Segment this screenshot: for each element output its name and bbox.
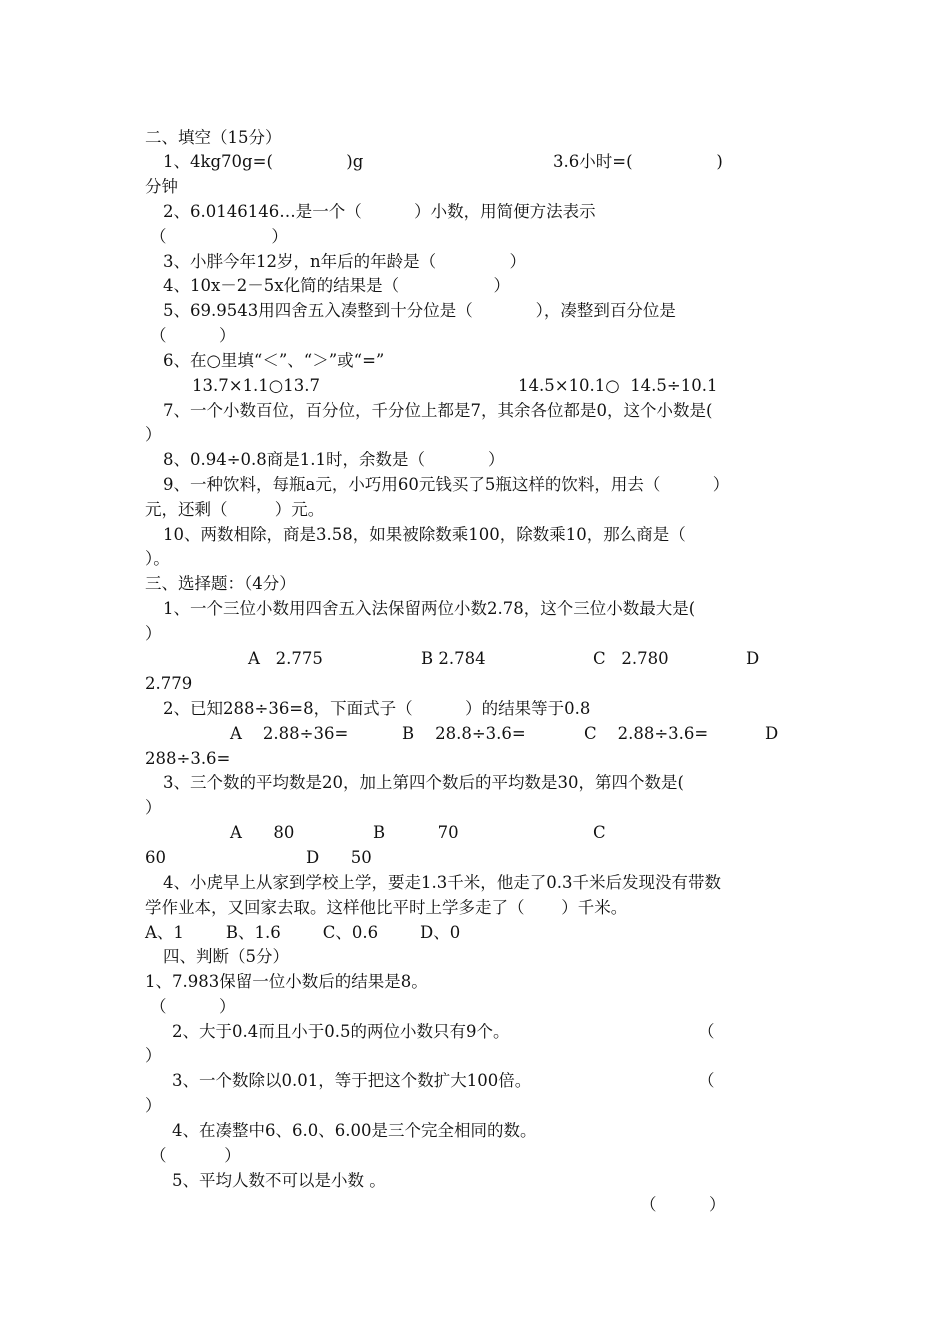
judge-question-3-answer-open: （ [698,1071,715,1090]
question-3: 3、小胖今年12岁，n年后的年龄是（ ） [163,252,527,271]
choice-3-option-c-value: 60 [145,848,166,867]
choice-3-option-b: B 70 [373,823,459,842]
question-2-answer: （ ） [150,227,288,246]
choice-4-options: A、1 B、1.6 C、0.6 D、0 [145,923,461,942]
choice-question-4-continued: 学作业本，又回家去取。这样他比平时上学多走了（ ）千米。 [145,898,628,917]
question-1-part-b: 3.6小时=( ) [553,152,723,171]
question-6: 6、在○里填“＜”、“＞”或“=” [163,351,385,370]
question-1-part-a: 1、4kg70g=( )g [163,152,364,171]
judge-question-2-answer-open: （ [698,1022,715,1041]
judge-question-1-answer: （ ） [150,997,236,1016]
choice-1-option-a: A 2.775 [248,649,323,668]
question-9-continued: 元，还剩（ ）元。 [145,500,325,519]
question-5-answer: （ ） [150,326,236,345]
choice-question-3: 3、三个数的平均数是20，加上第四个数后的平均数是30，第四个数是( [163,773,684,792]
question-8: 8、0.94÷0.8商是1.1时，余数是（ ） [163,450,505,469]
question-10-close: ）。 [145,549,170,568]
choice-3-option-a: A 80 [230,823,295,842]
choice-2-option-b: B 28.8÷3.6= [402,724,526,743]
question-6-compare-b: 14.5×10.1○ 14.5÷10.1 [518,376,718,395]
choice-question-1-close: ） [145,624,162,643]
judge-question-3: 3、一个数除以0.01，等于把这个数扩大100倍。 [172,1071,532,1090]
choice-2-option-d-value: 288÷3.6= [145,749,231,768]
choice-3-option-c: C [593,823,606,842]
judge-question-5-answer: （ ） [640,1195,726,1214]
choice-2-option-c: C 2.88÷3.6= [584,724,709,743]
question-2: 2、6.0146146…是一个（ ）小数，用简便方法表示 [163,202,596,221]
judge-question-4-answer: （ ） [150,1146,241,1165]
choice-1-option-d-value: 2.779 [145,674,193,693]
choice-1-option-c: C 2.780 [593,649,669,668]
judge-question-5: 5、平均人数不可以是小数 。 [172,1171,386,1190]
question-9: 9、一种饮料，每瓶a元，小巧用60元钱买了5瓶这样的饮料，用去（ ） [163,475,730,494]
question-7-close: ） [145,425,162,444]
choice-question-3-close: ） [145,798,162,817]
choice-3-option-d: D 50 [306,848,372,867]
section-fill-blank-heading: 二、填空（15分） [145,128,282,147]
section-judge-heading: 四、判断（5分） [163,947,289,966]
choice-question-1: 1、一个三位小数用四舍五入法保留两位小数2.78，这个三位小数最大是( [163,599,696,618]
choice-question-2: 2、已知288÷36=8，下面式子（ ）的结果等于0.8 [163,699,591,718]
choice-1-option-d: D [746,649,760,668]
choice-2-option-d: D [765,724,779,743]
question-7: 7、一个小数百位，百分位，千分位上都是7，其余各位都是0，这个小数是( [163,401,713,420]
judge-question-4: 4、在凑整中6、6.0、6.00是三个完全相同的数。 [172,1121,537,1140]
judge-question-3-answer-close: ） [145,1096,162,1115]
question-1-unit: 分钟 [145,177,178,196]
choice-2-option-a: A 2.88÷36= [230,724,349,743]
choice-1-option-b: B 2.784 [421,649,486,668]
judge-question-2: 2、大于0.4而且小于0.5的两位小数只有9个。 [172,1022,510,1041]
question-4: 4、10x－2－5x化简的结果是（ ） [163,276,511,295]
section-choice-heading: 三、选择题：（4分） [145,574,296,593]
judge-question-2-answer-close: ） [145,1046,162,1065]
choice-question-4: 4、小虎早上从家到学校上学，要走1.3千米，他走了0.3千米后发现没有带数 [163,873,721,892]
judge-question-1: 1、7.983保留一位小数后的结果是8。 [145,972,428,991]
question-5: 5、69.9543用四舍五入凑整到十分位是（ ），凑整到百分位是 [163,301,676,320]
question-6-compare-a: 13.7×1.1○13.7 [192,376,320,395]
question-10: 10、两数相除，商是3.58，如果被除数乘100，除数乘10，那么商是（ [163,525,686,544]
